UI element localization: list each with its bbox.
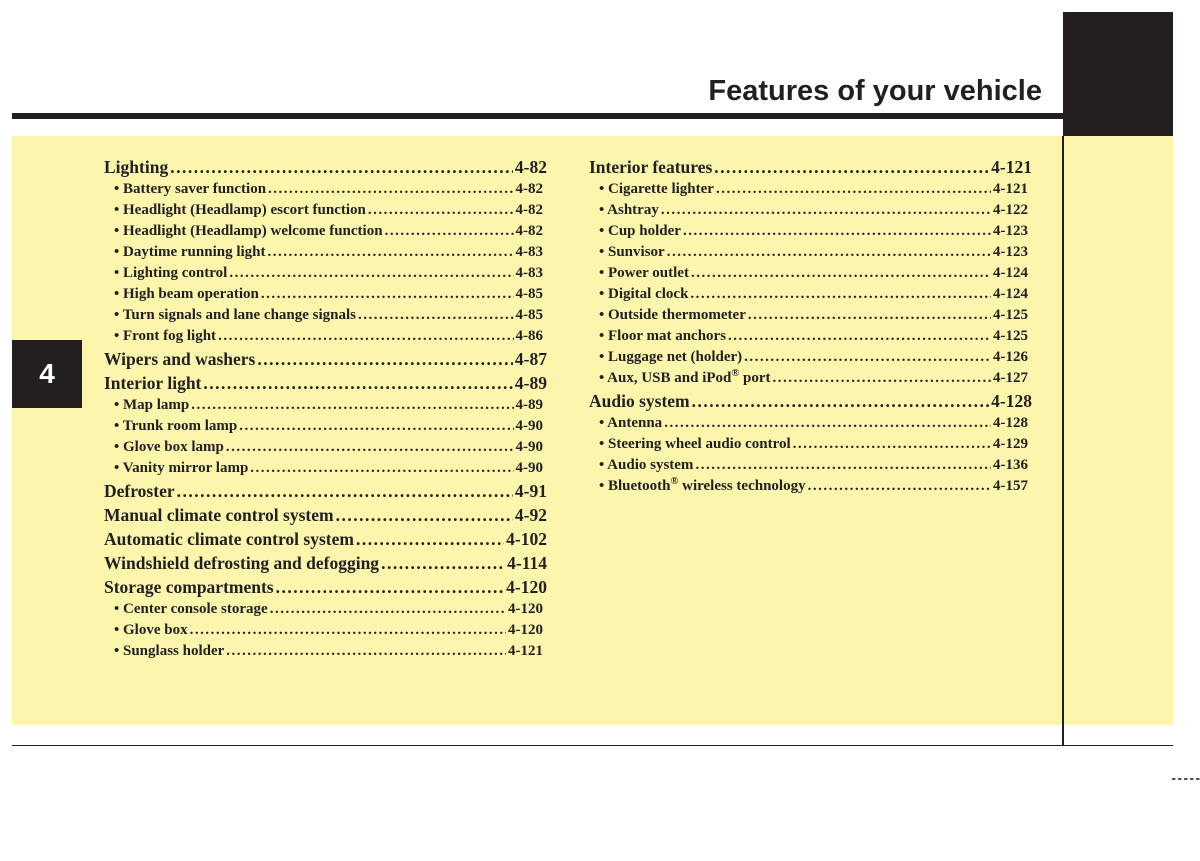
toc-page-number: 4-127 [993, 370, 1028, 386]
toc-entry-label: • Sunvisor [599, 244, 665, 260]
dot-leader [690, 284, 991, 305]
dot-leader [728, 326, 991, 347]
toc-subsection-entry[interactable] [589, 413, 1032, 434]
toc-entry-label: Defroster [104, 481, 175, 501]
toc-subsection-entry[interactable] [104, 305, 547, 326]
toc-page-number: 4-90 [515, 439, 543, 455]
toc-subsection-entry[interactable] [104, 437, 547, 458]
dot-leader [356, 527, 504, 551]
chapter-number: 4 [39, 358, 55, 389]
toc-column-left [104, 155, 547, 662]
toc-entry-label: • Battery saver function [114, 181, 267, 197]
toc-entry-label: Audio system [589, 391, 690, 411]
toc-section-entry[interactable] [104, 155, 547, 179]
toc-entry-label: • Cup holder [599, 223, 681, 239]
header-rule [12, 113, 1063, 119]
toc-page-number: 4-89 [514, 373, 547, 393]
toc-page-number: 4-157 [993, 478, 1028, 494]
toc-page-number: 4-89 [515, 397, 543, 413]
dot-leader [773, 368, 992, 389]
toc-entry-label: • Map lamp [114, 397, 190, 413]
toc-entry-label: • Steering wheel audio control [599, 436, 791, 452]
toc-page-number: 4-86 [515, 328, 543, 344]
toc-page-number: 4-83 [515, 265, 543, 281]
toc-subsection-entry[interactable] [589, 179, 1032, 200]
toc-entry-label: • Aux, USB and iPod® port [599, 368, 771, 386]
dot-leader [358, 305, 513, 326]
toc-entry-label: Automatic climate control system [104, 529, 354, 549]
toc-subsection-entry[interactable] [589, 200, 1032, 221]
dot-leader [691, 263, 991, 284]
toc-entry-label: • Power outlet [599, 265, 689, 281]
toc-entry-label: Windshield defrosting and defogging [104, 553, 380, 573]
dot-leader [336, 503, 513, 527]
toc-subsection-entry[interactable] [104, 179, 547, 200]
toc-page-number: 4-123 [993, 223, 1028, 239]
dot-leader [268, 242, 514, 263]
toc-entry-label: • Center console storage [114, 601, 268, 617]
toc-page-number: 4-91 [514, 481, 547, 501]
dot-leader [218, 326, 513, 347]
toc-entry-label: Interior features [589, 157, 713, 177]
toc-subsection-entry[interactable] [104, 221, 547, 242]
toc-page-number: 4-82 [515, 223, 543, 239]
toc-subsection-entry[interactable] [589, 347, 1032, 368]
toc-page-number: 4-121 [993, 181, 1028, 197]
toc-page-number: 4-121 [991, 157, 1032, 177]
toc-subsection-entry[interactable] [589, 284, 1032, 305]
dot-leader [203, 371, 513, 395]
toc-page-number: 4-124 [993, 265, 1028, 281]
toc-page-number: 4-85 [515, 307, 543, 323]
toc-page-number: 4-90 [515, 418, 543, 434]
dot-leader [661, 200, 991, 221]
toc-page-number: 4-82 [514, 157, 547, 177]
page-title: Features of your vehicle [708, 75, 1042, 107]
toc-subsection-entry[interactable] [589, 221, 1032, 242]
toc-entry-label: • High beam operation [114, 286, 259, 302]
toc-subsection-entry[interactable] [104, 326, 547, 347]
toc-entry-label: • Cigarette lighter [599, 181, 714, 197]
toc-entry-label: • Luggage net (holder) [599, 349, 743, 365]
toc-subsection-entry[interactable] [589, 242, 1032, 263]
toc-entry-label: • Glove box [114, 622, 188, 638]
toc-entry-label: Storage compartments [104, 577, 274, 597]
dot-leader [714, 155, 989, 179]
dot-leader [748, 305, 991, 326]
toc-page-number: 4-90 [515, 460, 543, 476]
toc-page-number: 4-114 [507, 553, 547, 573]
dot-leader [270, 599, 506, 620]
toc-page-number: 4-120 [506, 577, 547, 597]
dot-leader [250, 458, 513, 479]
toc-subsection-entry[interactable] [104, 416, 547, 437]
toc-entry-label: • Sunglass holder [114, 643, 225, 659]
toc-subsection-entry[interactable] [104, 458, 547, 479]
trim-marks [1172, 778, 1200, 780]
dot-leader [692, 389, 990, 413]
toc-page-number: 4-102 [506, 529, 547, 549]
dot-leader [229, 263, 513, 284]
dot-leader [190, 620, 506, 641]
toc-page-number: 4-120 [508, 622, 543, 638]
toc-entry-label: Lighting [104, 157, 169, 177]
dot-leader [170, 155, 513, 179]
dot-leader [257, 347, 513, 371]
dot-leader [226, 437, 514, 458]
toc-section-entry[interactable] [104, 527, 547, 551]
chapter-tab [12, 340, 82, 408]
toc-subsection-entry[interactable] [104, 284, 547, 305]
toc-page-number: 4-122 [993, 202, 1028, 218]
dot-leader [261, 284, 514, 305]
toc-subsection-entry[interactable] [589, 368, 1032, 389]
toc-subsection-entry[interactable] [104, 263, 547, 284]
toc-column-right [589, 155, 1032, 497]
toc-page-number: 4-125 [993, 328, 1028, 344]
toc-section-entry[interactable] [104, 575, 547, 599]
toc-section-entry[interactable] [104, 371, 547, 395]
dot-leader [667, 242, 991, 263]
dot-leader [683, 221, 991, 242]
margin-rule [1062, 136, 1064, 745]
toc-entry-label: • Vanity mirror lamp [114, 460, 249, 476]
toc-entry-label: • Front fog light [114, 328, 217, 344]
dot-leader [716, 179, 991, 200]
toc-subsection-entry[interactable] [589, 326, 1032, 347]
dot-leader [385, 221, 514, 242]
toc-subsection-entry[interactable] [589, 455, 1032, 476]
toc-page-number: 4-128 [993, 415, 1028, 431]
toc-entry-label: Interior light [104, 373, 202, 393]
toc-entry-label: Manual climate control system [104, 505, 334, 525]
toc-subsection-entry[interactable] [589, 263, 1032, 284]
toc-subsection-entry[interactable] [589, 434, 1032, 455]
dot-leader [239, 416, 513, 437]
dot-leader [226, 641, 506, 662]
toc-section-entry[interactable] [104, 479, 547, 503]
dot-leader [276, 575, 505, 599]
toc-entry-label: • Trunk room lamp [114, 418, 238, 434]
toc-page-number: 4-124 [993, 286, 1028, 302]
dot-leader [177, 479, 513, 503]
toc-page-number: 4-121 [508, 643, 543, 659]
toc-entry-label: • Lighting control [114, 265, 228, 281]
toc-entry-label: • Bluetooth® wireless technology [599, 476, 806, 494]
toc-entry-label: • Antenna [599, 415, 663, 431]
toc-subsection-entry[interactable] [589, 476, 1032, 497]
toc-section-entry[interactable] [589, 155, 1032, 179]
toc-entry-label: • Headlight (Headlamp) welcome function [114, 223, 383, 239]
dot-leader [191, 395, 513, 416]
toc-page-number: 4-82 [515, 181, 543, 197]
corner-block [1063, 12, 1173, 136]
toc-subsection-entry[interactable] [104, 620, 547, 641]
toc-section-entry[interactable] [104, 347, 547, 371]
toc-page-number: 4-129 [993, 436, 1028, 452]
toc-subsection-entry[interactable] [589, 305, 1032, 326]
toc-subsection-entry[interactable] [104, 395, 547, 416]
toc-page-number: 4-128 [991, 391, 1032, 411]
toc-entry-label: • Audio system [599, 457, 694, 473]
toc-page-number: 4-83 [515, 244, 543, 260]
toc-page-number: 4-82 [515, 202, 543, 218]
toc-page-number: 4-123 [993, 244, 1028, 260]
toc-section-entry[interactable] [104, 551, 547, 575]
dot-leader [808, 476, 991, 497]
dot-leader [695, 455, 991, 476]
toc-entry-label: • Outside thermometer [599, 307, 746, 323]
toc-page-number: 4-87 [514, 349, 547, 369]
toc-page-number: 4-120 [508, 601, 543, 617]
toc-page-number: 4-126 [993, 349, 1028, 365]
dot-leader [368, 200, 514, 221]
toc-subsection-entry[interactable] [104, 599, 547, 620]
dot-leader [793, 434, 991, 455]
dot-leader [664, 413, 991, 434]
toc-page-number: 4-92 [514, 505, 547, 525]
toc-entry-label: • Daytime running light [114, 244, 266, 260]
dot-leader [268, 179, 513, 200]
toc-entry-label: Wipers and washers [104, 349, 256, 369]
toc-section-entry[interactable] [104, 503, 547, 527]
footer-rule [12, 745, 1173, 746]
toc-page-number: 4-136 [993, 457, 1028, 473]
toc-page-number: 4-125 [993, 307, 1028, 323]
toc-entry-label: • Digital clock [599, 286, 689, 302]
dot-leader [744, 347, 991, 368]
toc-entry-label: • Floor mat anchors [599, 328, 727, 344]
toc-entry-label: • Glove box lamp [114, 439, 224, 455]
toc-subsection-entry[interactable] [104, 200, 547, 221]
toc-section-entry[interactable] [589, 389, 1032, 413]
toc-subsection-entry[interactable] [104, 641, 547, 662]
toc-entry-label: • Ashtray [599, 202, 659, 218]
dot-leader [381, 551, 505, 575]
toc-page-number: 4-85 [515, 286, 543, 302]
toc-subsection-entry[interactable] [104, 242, 547, 263]
toc-entry-label: • Turn signals and lane change signals [114, 307, 357, 323]
toc-entry-label: • Headlight (Headlamp) escort function [114, 202, 366, 218]
